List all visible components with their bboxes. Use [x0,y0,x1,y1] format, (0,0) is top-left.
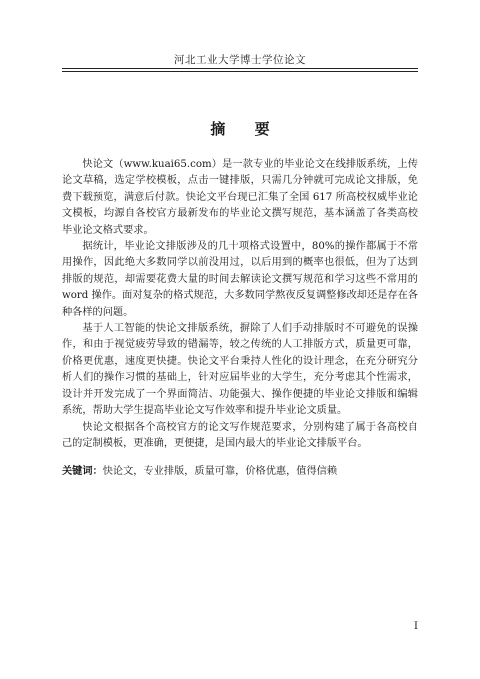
keywords-line [62,464,418,480]
running-header: 河北工业大学博士学位论文 [174,54,306,66]
abstract-paragraph-2: 据统计，毕业论文排版涉及的几十项格式设置中，80%的操作都属于不常用操作，因此绝大多数同学以前没用过，以后用到的概率也很低，但为了达到排版的规范，却需要花费大量的时间去解读论文撰写规范和学习这些不常用的 word 操作。面对复杂的格式规范，大多数同学熬夜反复调整修改却还是存在各种各样的问题。 [62,241,418,318]
abstract-paragraph-3: 基于人工智能的快论文排版系统，摒除了人们手动排版时不可避免的误操作，和由于视觉疲劳导致的错漏等，较之传统的人工排版方式，质量更可靠，价格更优惠，速度更快捷。快论文平台秉持人性化的设计理念，在充分研究分析人们的操作习惯的基础上，针对应届毕业的大学生，充分考虑其个性需求，设计并开发完成了一个界面简洁、功能强大、操作便捷的毕业论文排版和编辑系统，帮助大学生提高毕业论文写作效率和提升毕业论文质量。 [62,323,418,417]
abstract-body [62,157,418,480]
keywords-label: 关键词： [62,466,103,478]
abstract-title: 摘 要 [210,120,282,138]
page-number: I [414,621,418,632]
header-rule [62,68,418,69]
abstract-paragraph-4: 快论文根据各个高校官方的论文写作规范要求，分别构建了属于各高校自己的定制模板，更准确，更便捷，是国内最大的毕业论文排版平台。 [62,421,418,449]
header-rule-thin [62,71,418,72]
keywords-text: 快论文，专业排版，质量可靠，价格优惠，值得信赖 [102,466,338,478]
abstract-paragraph-1: 快论文（www.kuai65.com）是一款专业的毕业论文在线排版系统，上传论文草稿，选定学校模板，点击一键排版，只需几分钟就可完成论文排版，免费下载预览，满意后付款。快论文平台现已汇集了全国 617 所高校权威毕业论文模板，均源自各校官方最新发布的毕业论文撰写规范，基本涵盖了各类高校毕业论文格式要求。 [62,159,418,236]
